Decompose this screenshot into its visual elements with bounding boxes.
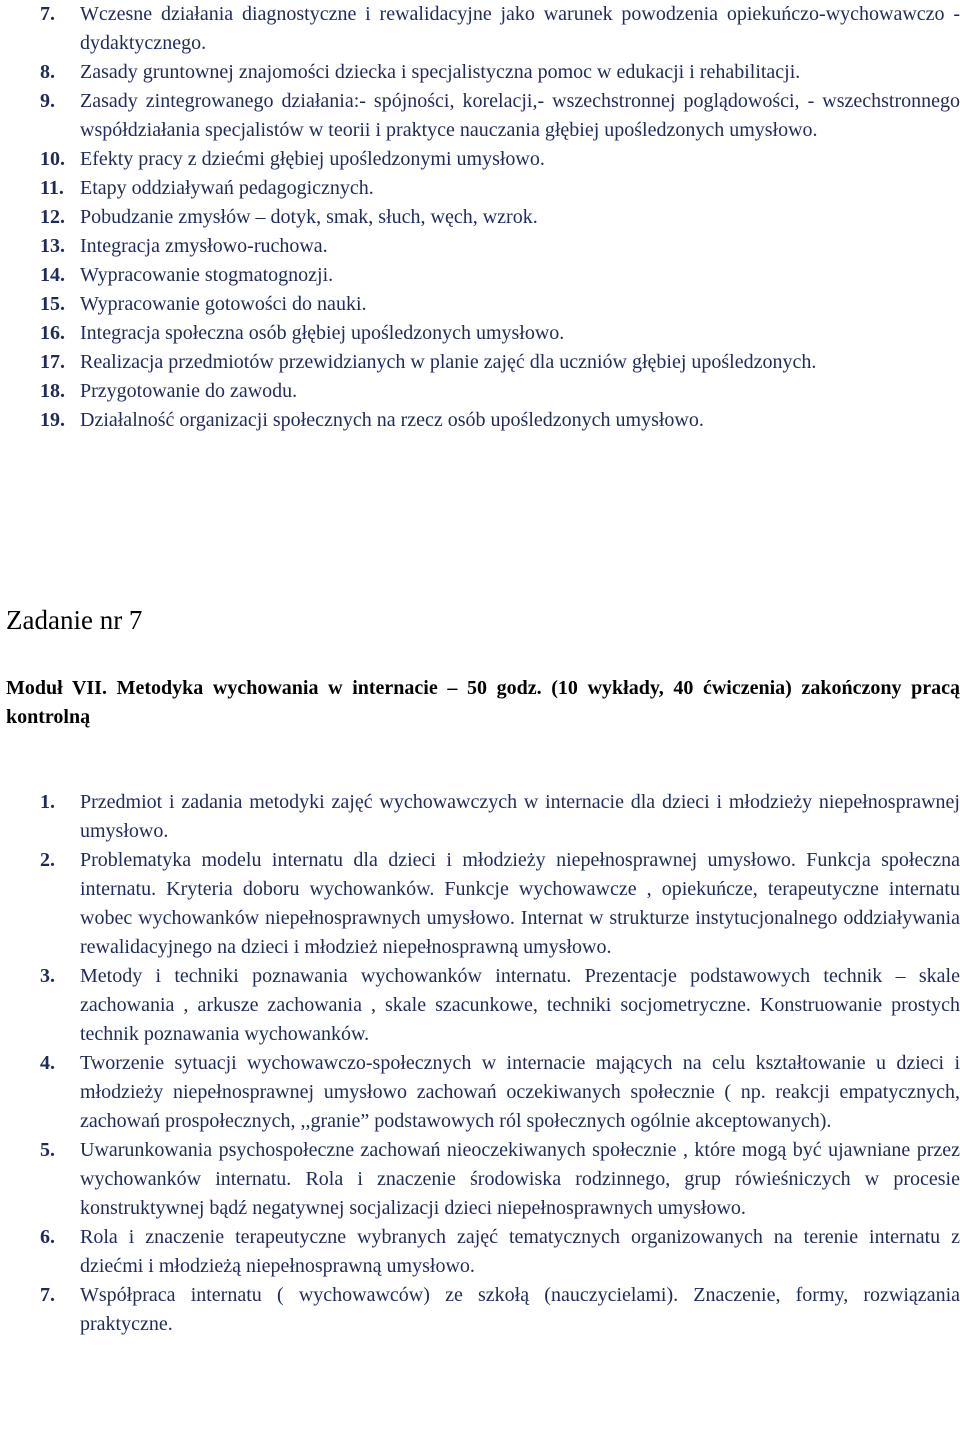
topic-list-module-vi bbox=[0, 0, 960, 435]
list-item bbox=[0, 962, 960, 1049]
item-number: 15. bbox=[40, 293, 65, 315]
item-text: Działalność organizacji społecznych na rzecz osób upośledzonych umysłowo. bbox=[80, 409, 704, 431]
item-number: 13. bbox=[40, 235, 65, 257]
list-item bbox=[0, 290, 960, 319]
list-item bbox=[0, 145, 960, 174]
item-number: 16. bbox=[40, 322, 65, 344]
item-text: Realizacja przedmiotów przewidzianych w planie zajęć dla uczniów głębiej upośledzonych. bbox=[80, 351, 817, 373]
item-number: 9. bbox=[40, 90, 55, 112]
item-text: Efekty pracy z dziećmi głębiej upośledzonymi umysłowo. bbox=[80, 148, 545, 170]
list-item bbox=[0, 1049, 960, 1136]
item-number: 1. bbox=[40, 791, 55, 813]
item-number: 19. bbox=[40, 409, 65, 431]
item-number: 18. bbox=[40, 380, 65, 402]
item-text: Wypracowanie stogmatognozji. bbox=[80, 264, 334, 286]
item-text: Tworzenie sytuacji wychowawczo-społecznych w internacie mających na celu kształtowanie u dzieci i młodzieży niepełnosprawnej umysłowo zachowań oczekiwanych społecznie ( np. reakcji empatycznych, zachowań prospołecznych, ,,granie” podstawowych ról społecznych ogólnie akceptowanych). bbox=[80, 1052, 960, 1132]
item-number: 11. bbox=[40, 177, 64, 199]
item-text: Uwarunkowania psychospołeczne zachowań nieoczekiwanych społecznie , które mogą być ujawniane przez wychowanków internatu. Rola i znaczenie środowiska rodzinnego, grup rówieśniczych w procesie konstruktywnej bądź negatywnej socjalizacji dzieci niepełnosprawnych umysłowo. bbox=[80, 1139, 960, 1219]
list-item bbox=[0, 232, 960, 261]
list-item bbox=[0, 319, 960, 348]
item-number: 6. bbox=[40, 1226, 55, 1248]
list-item bbox=[0, 1223, 960, 1281]
list-item bbox=[0, 348, 960, 377]
list-item bbox=[0, 58, 960, 87]
list-item bbox=[0, 174, 960, 203]
item-text: Zasady gruntownej znajomości dziecka i specjalistyczna pomoc w edukacji i rehabilitacji. bbox=[80, 61, 801, 83]
item-number: 7. bbox=[40, 1284, 55, 1306]
list-item bbox=[0, 846, 960, 962]
item-text: Rola i znaczenie terapeutyczne wybranych zajęć tematycznych organizowanych na terenie internatu z dziećmi i młodzieżą niepełnosprawną umysłowo. bbox=[80, 1226, 960, 1277]
item-number: 17. bbox=[40, 351, 65, 373]
list-item bbox=[0, 0, 960, 58]
item-number: 10. bbox=[40, 148, 65, 170]
module-title: Moduł VII. Metodyka wychowania w internacie – 50 godz. (10 wykłady, 40 ćwiczenia) zakończony pracą kontrolną bbox=[6, 677, 960, 728]
item-text: Integracja społeczna osób głębiej upośledzonych umysłowo. bbox=[80, 322, 565, 344]
list-item bbox=[0, 87, 960, 145]
item-number: 8. bbox=[40, 61, 55, 83]
item-number: 4. bbox=[40, 1052, 55, 1074]
list-item bbox=[0, 1281, 960, 1339]
list-item bbox=[0, 261, 960, 290]
list-item bbox=[0, 203, 960, 232]
item-text: Wczesne działania diagnostyczne i rewalidacyjne jako warunek powodzenia opiekuńczo-wychowawczo - dydaktycznego. bbox=[80, 3, 960, 54]
item-text: Metody i techniki poznawania wychowanków internatu. Prezentacje podstawowych technik – skale zachowania , arkusze zachowania , skale szacunkowe, techniki socjometryczne. Konstruowanie prostych technik poznawania wychowanków. bbox=[80, 965, 960, 1045]
task-title: Zadanie nr 7 bbox=[6, 605, 143, 635]
item-text: Problematyka modelu internatu dla dzieci i młodzieży niepełnosprawnej umysłowo. Funkcja społeczna internatu. Kryteria doboru wychowanków. Funkcje wychowawcze , opiekuńcze, terapeutyczne internatu wobec wychowanków niepełnosprawnych umysłowo. Internat w strukturze instytucjonalnego oddziaływania rewalidacyjnego na dzieci i młodzież niepełnosprawną umysłowo. bbox=[80, 849, 960, 958]
item-text: Współpraca internatu ( wychowawców) ze szkołą (nauczycielami). Znaczenie, formy, rozwiązania praktyczne. bbox=[80, 1284, 960, 1335]
item-text: Integracja zmysłowo-ruchowa. bbox=[80, 235, 328, 257]
item-text: Przedmiot i zadania metodyki zajęć wychowawczych w internacie dla dzieci i młodzieży niepełnosprawnej umysłowo. bbox=[80, 791, 960, 842]
item-text: Pobudzanie zmysłów – dotyk, smak, słuch, węch, wzrok. bbox=[80, 206, 538, 228]
item-text: Etapy oddziaływań pedagogicznych. bbox=[80, 177, 374, 199]
list-item bbox=[0, 788, 960, 846]
item-text: Przygotowanie do zawodu. bbox=[80, 380, 298, 402]
item-number: 2. bbox=[40, 849, 55, 871]
list-item bbox=[0, 377, 960, 406]
topic-list-module-vii bbox=[0, 788, 960, 1339]
item-number: 7. bbox=[40, 3, 55, 25]
item-text: Zasady zintegrowanego działania:- spójności, korelacji,- wszechstronnej poglądowości, - wszechstronnego współdziałania specjalistów w teorii i praktyce nauczania głębiej upośledzonych umysłowo. bbox=[80, 90, 960, 141]
item-text: Wypracowanie gotowości do nauki. bbox=[80, 293, 367, 315]
list-item bbox=[0, 406, 960, 435]
item-number: 14. bbox=[40, 264, 65, 286]
topic-list-module-vii-wrapper bbox=[0, 788, 960, 1339]
item-number: 5. bbox=[40, 1139, 55, 1161]
item-number: 3. bbox=[40, 965, 55, 987]
list-item bbox=[0, 1136, 960, 1223]
item-number: 12. bbox=[40, 206, 65, 228]
